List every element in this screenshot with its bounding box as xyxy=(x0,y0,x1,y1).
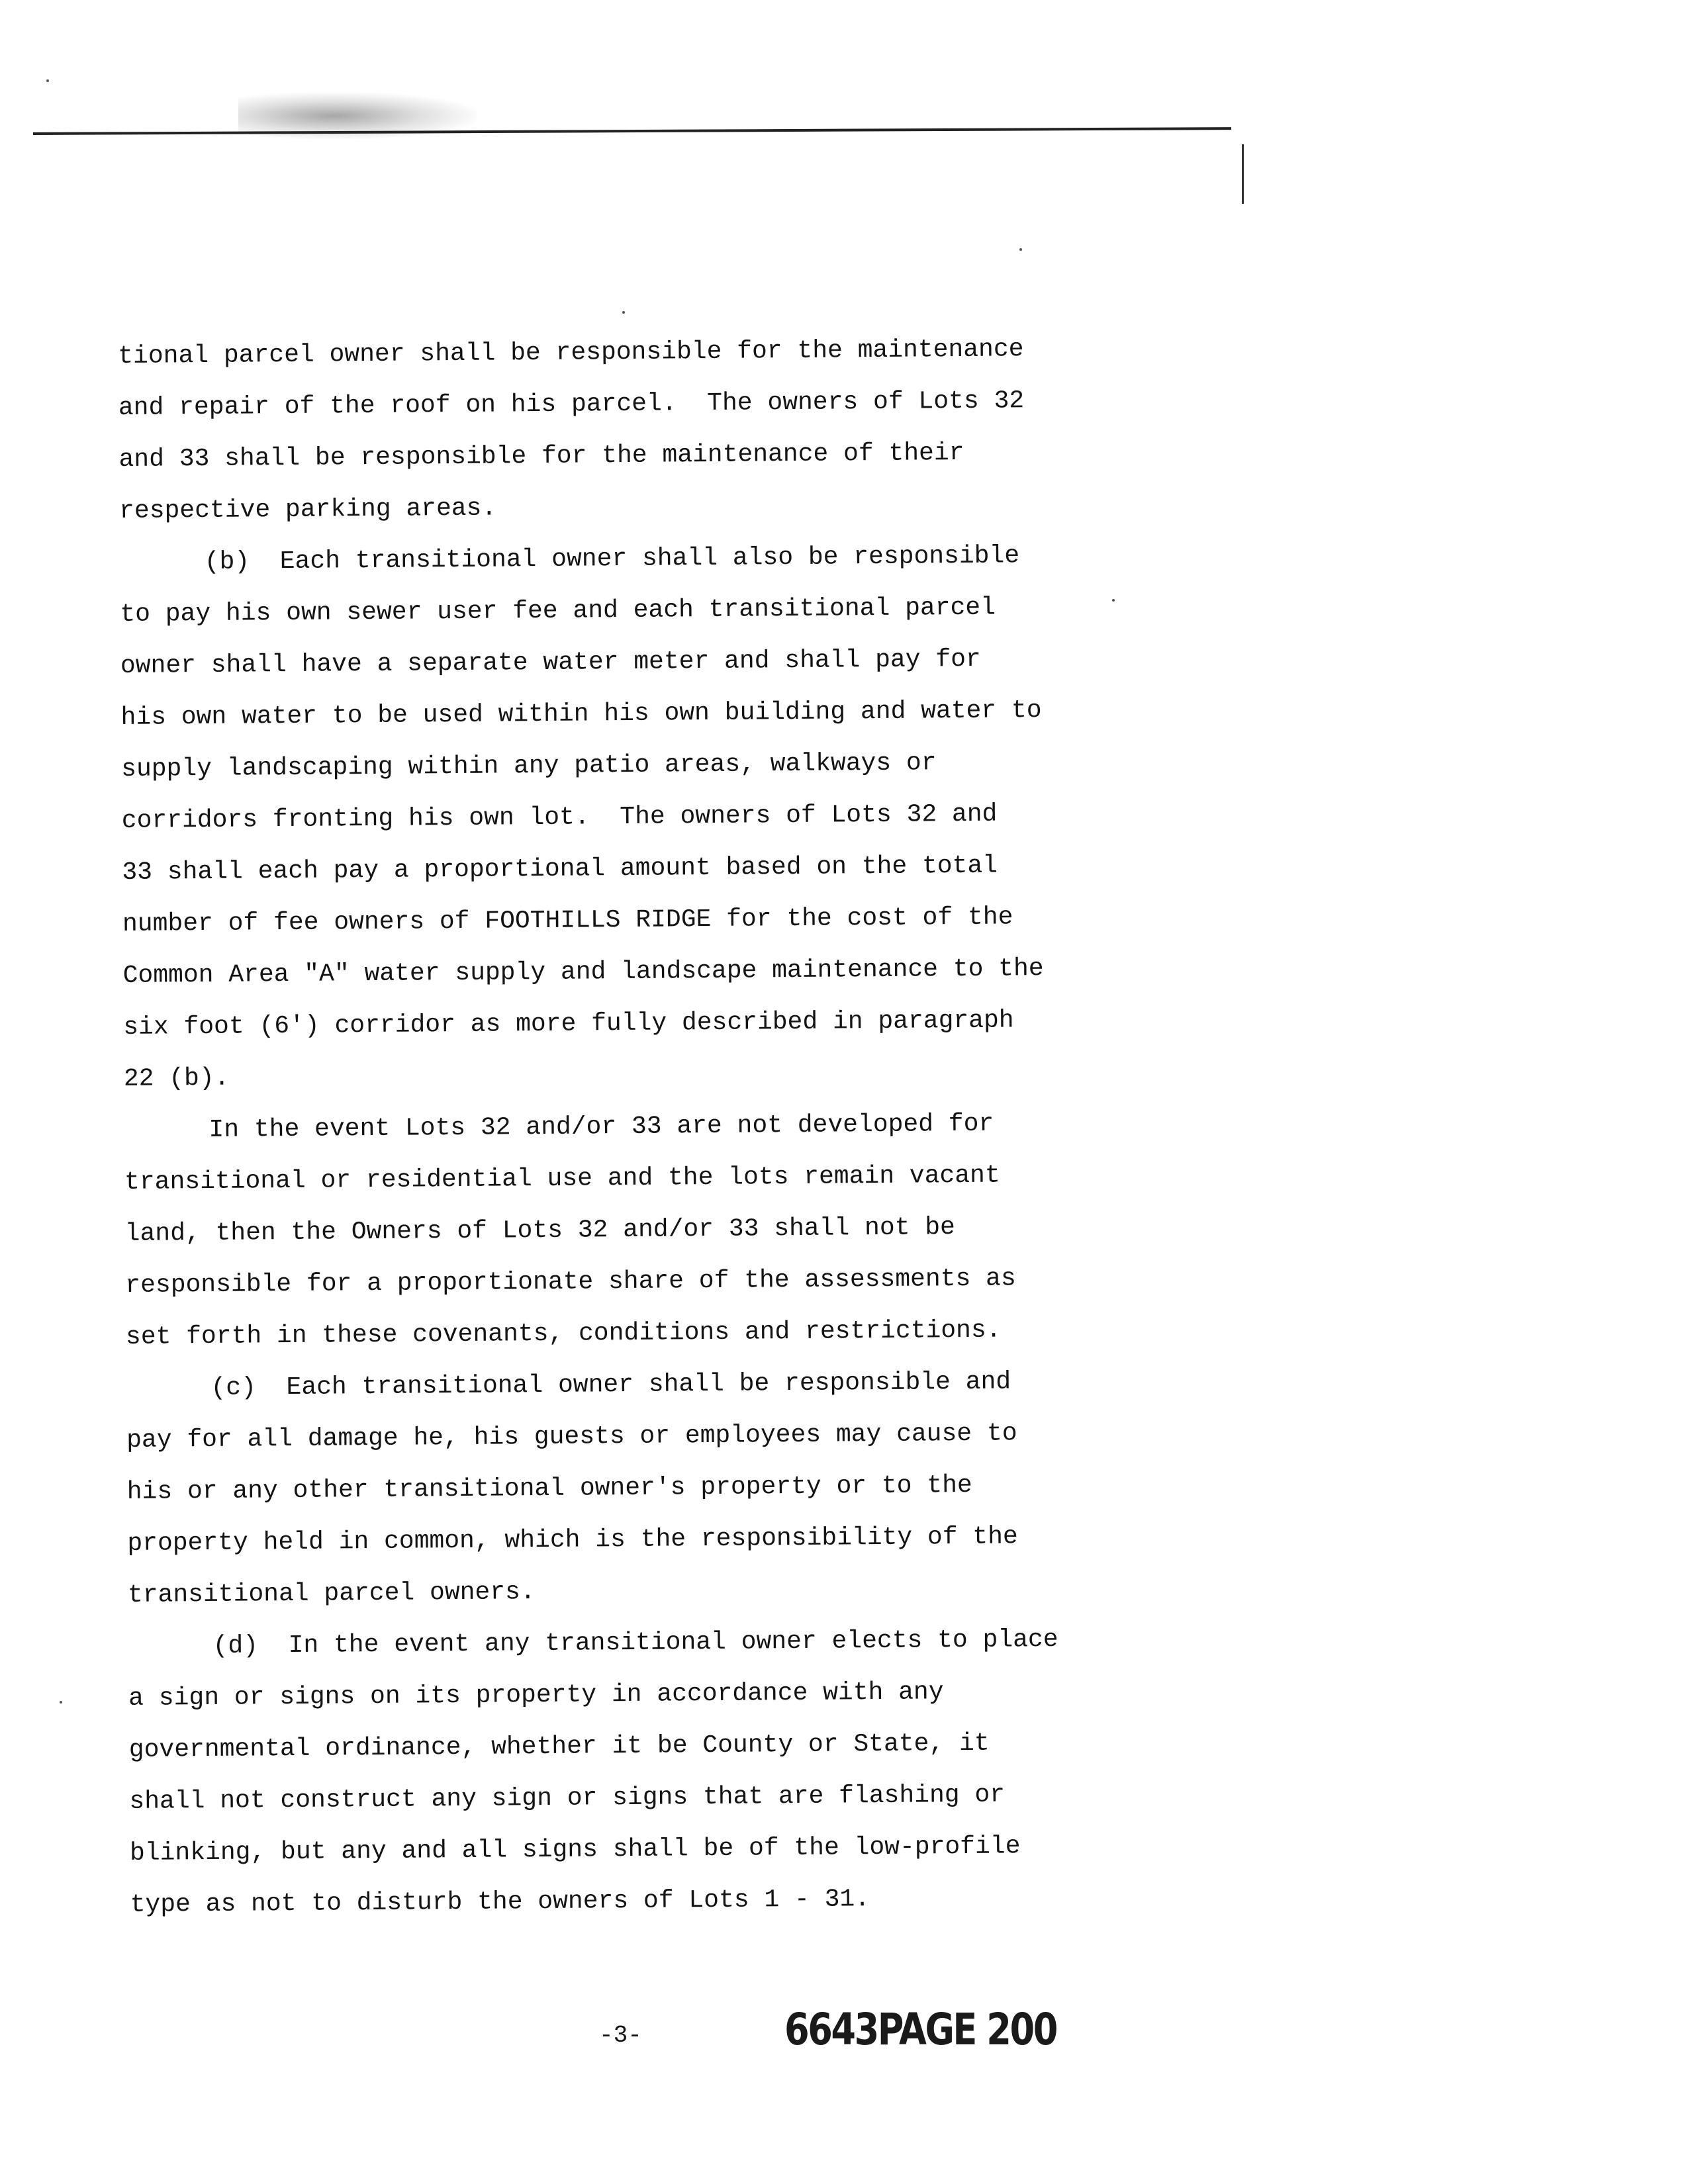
body-line: transitional or residential use and the lots remain vacant xyxy=(124,1161,1000,1197)
body-line: respective parking areas. xyxy=(118,494,497,525)
scan-speck xyxy=(46,79,49,82)
header-rule xyxy=(33,127,1231,135)
recording-book-page-stamp: 6643PAGE 200 xyxy=(784,2004,1056,2055)
paragraph-b-start: (b) Each transitional owner shall also be responsible xyxy=(204,541,1020,576)
scan-smudge xyxy=(238,93,477,139)
scan-speck xyxy=(60,1701,62,1704)
document-body xyxy=(118,324,1097,1931)
body-line: and 33 shall be responsible for the maintenance of their xyxy=(118,438,964,474)
body-line: supply landscaping within any patio areas, walkways or xyxy=(121,749,937,784)
body-line: tional parcel owner shall be responsible for the maintenance xyxy=(118,335,1024,371)
scan-speck xyxy=(1112,599,1115,602)
body-line: set forth in these covenants, conditions and restrictions. xyxy=(125,1316,1002,1351)
body-line: 33 shall each pay a proportional amount based on the total xyxy=(122,851,998,887)
page-number: -3- xyxy=(599,2022,642,2049)
body-line: his own water to be used within his own building and water to xyxy=(120,696,1042,732)
body-line: pay for all damage he, his guests or employees may cause to xyxy=(126,1419,1017,1455)
body-line: property held in common, which is the responsibility of the xyxy=(127,1522,1018,1558)
body-line: his or any other transitional owner's property or to the xyxy=(126,1471,972,1506)
body-line: land, then the Owners of Lots 32 and/or 33 shall not be xyxy=(124,1213,956,1248)
vacant-lots-paragraph-start: In the event Lots 32 and/or 33 are not developed for xyxy=(209,1109,994,1144)
body-line: to pay his own sewer user fee and each transitional parcel xyxy=(120,593,996,629)
paragraph-c-start: (c) Each transitional owner shall be responsible and xyxy=(211,1367,1011,1402)
header-rule-tick xyxy=(1242,144,1244,204)
body-line: blinking, but any and all signs shall be of the low-profile xyxy=(129,1832,1021,1868)
body-line: owner shall have a separate water meter and shall pay for xyxy=(120,645,981,680)
body-line: corridors fronting his own lot. The owners of Lots 32 and xyxy=(121,799,998,835)
body-line: a sign or signs on its property in accordance with any xyxy=(128,1678,944,1713)
body-line: governmental ordinance, whether it be County or State, it xyxy=(128,1729,990,1764)
scan-speck xyxy=(1019,248,1022,251)
body-line: shall not construct any sign or signs that are flashing or xyxy=(129,1780,1006,1816)
body-line: type as not to disturb the owners of Lots 1 - 31. xyxy=(130,1885,870,1919)
body-line: number of fee owners of FOOTHILLS RIDGE for the cost of the xyxy=(122,903,1013,938)
body-line: six foot (6') corridor as more fully described in paragraph xyxy=(123,1006,1014,1042)
scan-speck xyxy=(622,311,625,314)
body-line: and repair of the roof on his parcel. The owners of Lots 32 xyxy=(118,387,1025,422)
body-line: Common Area "A" water supply and landscape maintenance to the xyxy=(122,954,1044,990)
paragraph-d-start: (d) In the event any transitional owner elects to place xyxy=(212,1625,1058,1661)
body-line: 22 (b). xyxy=(123,1064,230,1093)
body-line: transitional parcel owners. xyxy=(127,1578,536,1610)
body-line: responsible for a proportionate share of the assessments as xyxy=(125,1264,1016,1300)
